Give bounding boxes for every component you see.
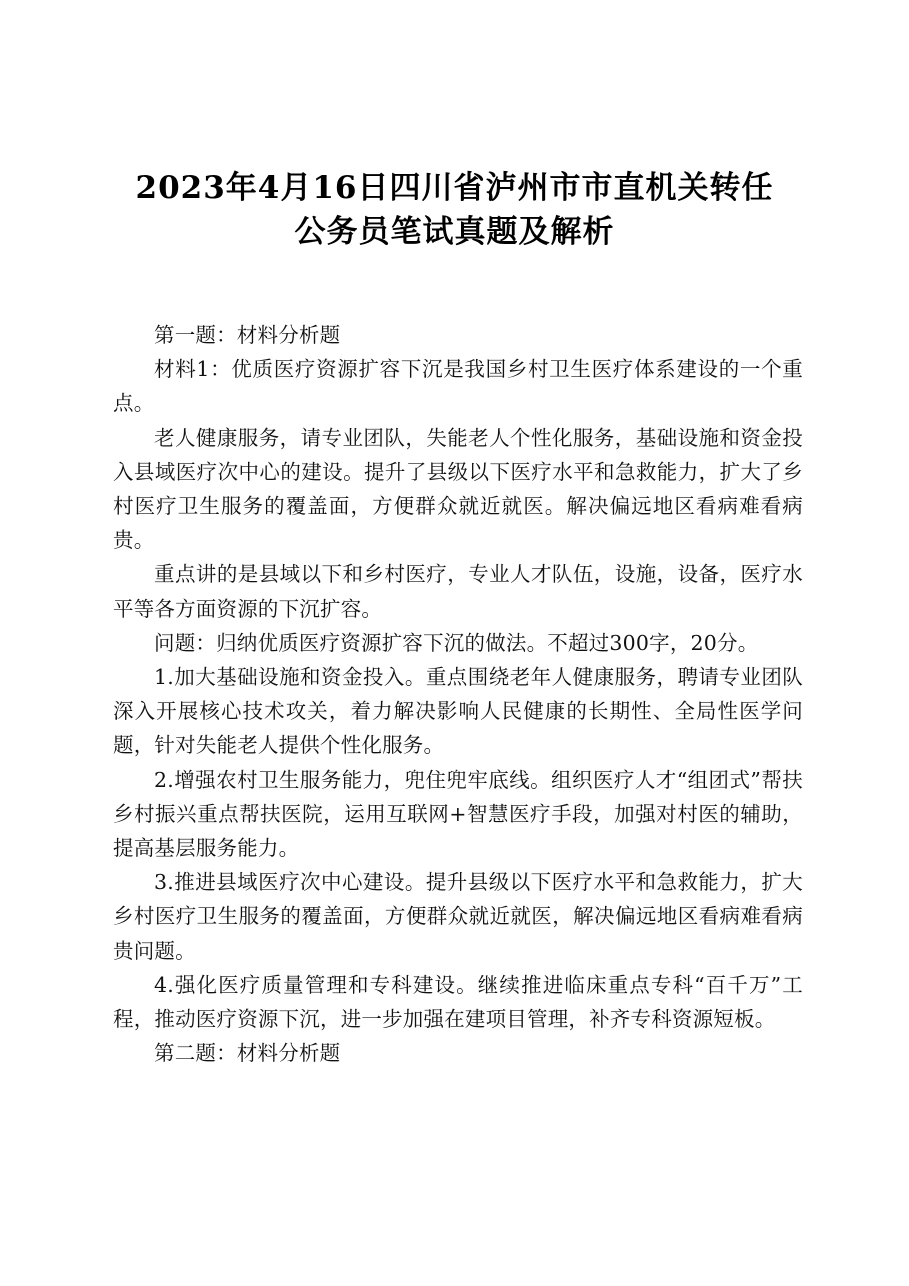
material-paragraph: 材料1：优质医疗资源扩容下沉是我国乡村卫生医疗体系建设的一个重点。 [113, 357, 803, 416]
answer-point-2: 2.增强农村卫生服务能力，兜住兜牢底线。组织医疗人才“组团式”帮扶乡村振兴重点帮扶医院，运用互联网+智慧医疗手段，加强对村医的辅助，提高基层服务能力。 [113, 767, 803, 861]
question-prompt: 问题：归纳优质医疗资源扩容下沉的做法。不超过300字，20分。 [154, 630, 759, 655]
answer-point-3: 3.推进县域医疗次中心建设。提升县级以下医疗水平和急救能力，扩大乡村医疗卫生服务的覆盖面，方便群众就近就医，解决偏远地区看病难看病贵问题。 [113, 870, 803, 963]
question-heading-1: 第一题：材料分析题 [154, 323, 341, 347]
answer-point-1: 1.加大基础设施和资金投入。重点围绕老年人健康服务，聘请专业团队深入开展核心技术攻关，着力解决影响人民健康的长期性、全局性医学问题，针对失能老人提供个性化服务。 [113, 665, 803, 758]
document-body [113, 318, 803, 1070]
material-paragraph: 老人健康服务，请专业团队，失能老人个性化服务，基础设施和资金投入县域医疗次中心的建设。提升了县级以下医疗水平和急救能力，扩大了乡村医疗卫生服务的覆盖面，方便群众就近就医。解决偏远地区看病难看病贵。 [113, 425, 803, 553]
question-heading-2: 第二题：材料分析题 [154, 1041, 341, 1066]
answer-point-4: 4.强化医疗质量管理和专科建设。继续推进临床重点专科“百千万”工程，推动医疗资源下沉，进一步加强在建项目管理，补齐专科资源短板。 [113, 972, 803, 1032]
material-paragraph: 重点讲的是县域以下和乡村医疗，专业人才队伍，设施，设备，医疗水平等各方面资源的下沉扩容。 [113, 562, 803, 621]
document-title-line-2: 公务员笔试真题及解析 [294, 214, 615, 250]
document-title-line-1: 2023年4月16日四川省泸州市市直机关转任 [135, 170, 774, 206]
